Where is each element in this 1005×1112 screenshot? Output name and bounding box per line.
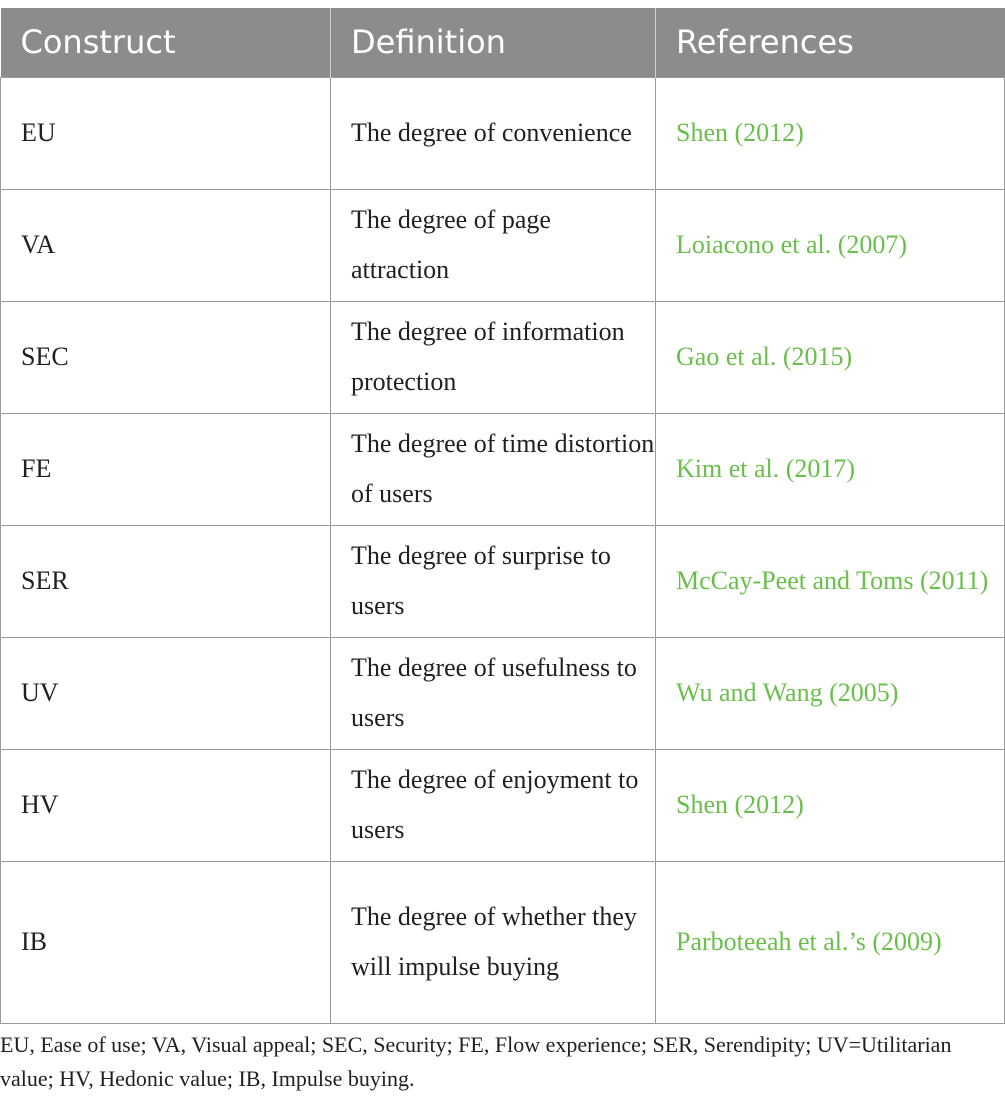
definition-cell: The degree of enjoyment to users <box>331 749 656 861</box>
construct-definitions-table <box>0 8 1005 1024</box>
table-header <box>1 8 1005 77</box>
reference-link[interactable]: Wu and Wang (2005) <box>656 637 1005 749</box>
reference-link[interactable]: Kim et al. (2017) <box>656 413 1005 525</box>
definition-cell: The degree of convenience <box>331 77 656 189</box>
header-definition: Definition <box>331 8 656 77</box>
reference-link[interactable]: Shen (2012) <box>656 77 1005 189</box>
table-row <box>1 637 1005 749</box>
construct-cell: VA <box>1 189 331 301</box>
header-row <box>1 8 1005 77</box>
definition-cell: The degree of page attraction <box>331 189 656 301</box>
definition-cell: The degree of usefulness to users <box>331 637 656 749</box>
table-row <box>1 861 1005 1023</box>
table-body <box>1 77 1005 1023</box>
definition-cell: The degree of time distortion of users <box>331 413 656 525</box>
reference-link[interactable]: Loiacono et al. (2007) <box>656 189 1005 301</box>
construct-cell: HV <box>1 749 331 861</box>
construct-cell: SEC <box>1 301 331 413</box>
header-references: References <box>656 8 1005 77</box>
table-row <box>1 77 1005 189</box>
construct-cell: IB <box>1 861 331 1023</box>
definition-cell: The degree of information protection <box>331 301 656 413</box>
table-footnote: EU, Ease of use; VA, Visual appeal; SEC, Security; FE, Flow experience; SER, Serendipity; UV=Utilitarian value; HV, Hedonic value; IB, Impulse buying. <box>0 1032 952 1091</box>
table-row <box>1 189 1005 301</box>
reference-link[interactable]: Gao et al. (2015) <box>656 301 1005 413</box>
table-row <box>1 301 1005 413</box>
header-construct: Construct <box>1 8 331 77</box>
construct-cell: SER <box>1 525 331 637</box>
table-row <box>1 413 1005 525</box>
construct-cell: FE <box>1 413 331 525</box>
definitions-table-container <box>0 8 1004 1024</box>
definition-cell: The degree of surprise to users <box>331 525 656 637</box>
definition-cell: The degree of whether they will impulse buying <box>331 861 656 1023</box>
reference-link[interactable]: McCay-Peet and Toms (2011) <box>656 525 1005 637</box>
table-row <box>1 525 1005 637</box>
construct-cell: EU <box>1 77 331 189</box>
construct-cell: UV <box>1 637 331 749</box>
reference-link[interactable]: Shen (2012) <box>656 749 1005 861</box>
table-row <box>1 749 1005 861</box>
reference-link[interactable]: Parboteeah et al.’s (2009) <box>656 861 1005 1023</box>
